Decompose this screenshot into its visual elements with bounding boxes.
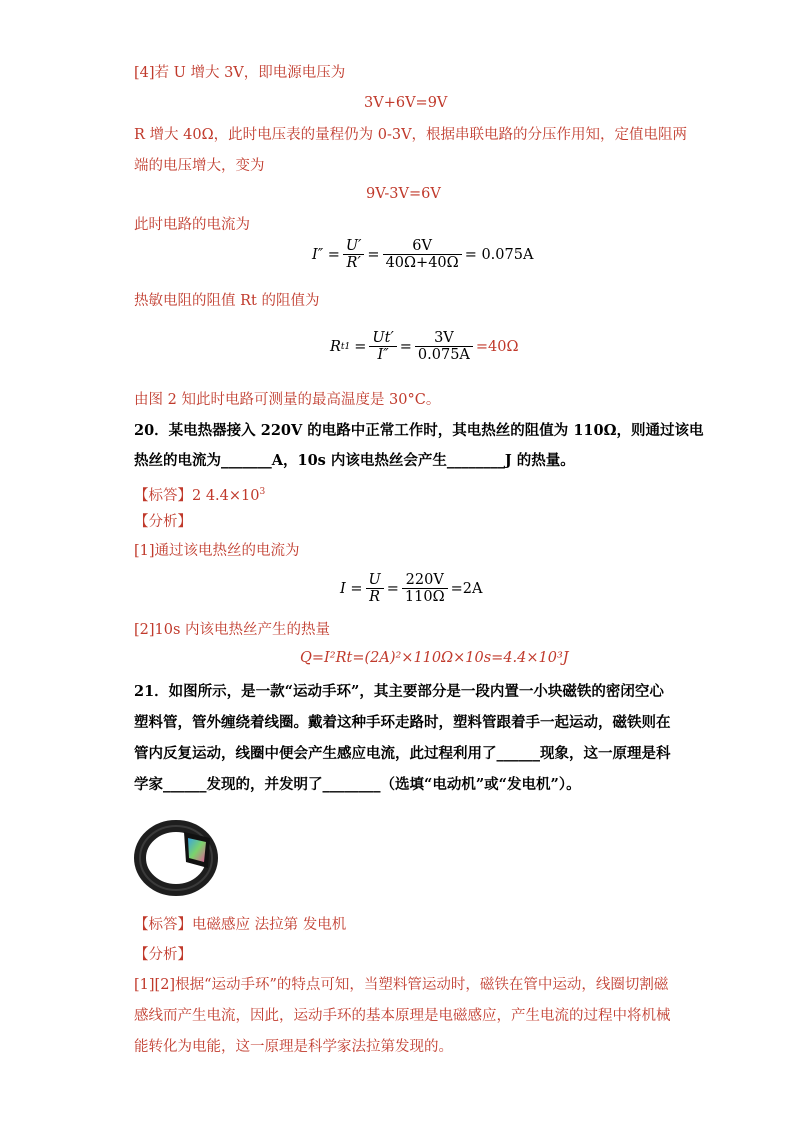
eq-thermistor-fraction-2: $\frac{3V}{0.075A}$: [415, 330, 473, 363]
answer-20-exponent: 3: [259, 487, 266, 497]
analysis-21-line-3: 能转化为电能，这一原理是科学家法拉第发现的。: [134, 1039, 453, 1055]
analysis-21-line-2: 感线而产生电流，因此，运动手环的基本原理是电磁感应，产生电流的过程中将机械: [134, 1008, 671, 1024]
equation-voltage-diff: 9V-3V=6V: [366, 186, 441, 202]
answer-21-value: 电磁感应 法拉第 发电机: [192, 917, 347, 933]
equation-heat: Q=I²Rt=(2A)²×110Ω×10s=4.4×10³J: [300, 650, 569, 666]
eq-current-fraction-1: $\frac{U'}{R'}$: [343, 238, 365, 271]
question-21-line-4: 学家______发现的，并发明了________（选填“电动机”或“发电机”）。: [134, 776, 581, 793]
eq-current-result: = 0.075A: [464, 246, 534, 263]
equation-voltage-sum: 3V+6V=9V: [364, 95, 448, 111]
question-21-line-2: 塑料管，管外缠绕着线圈。戴着这种手环走路时，塑料管跟着手一起运动，磁铁则在: [134, 714, 671, 731]
answer-20: [134, 483, 265, 505]
answer-21: [134, 916, 346, 934]
eq-thermistor-result: =40Ω: [475, 338, 519, 355]
question-21-line-1: 21．如图所示，是一款“运动手环”，其主要部分是一段内置一小块磁铁的密闭空心: [134, 683, 664, 700]
question-20-line-2: 热丝的电流为_______A，10s 内该电热丝会产生________J 的热量。: [134, 452, 575, 469]
line-heat-intro: [2]10s 内该电热丝产生的热量: [134, 622, 331, 638]
equation-ohm: [340, 572, 482, 605]
line-voltage-change: 端的电压增大，变为: [134, 158, 265, 174]
answer-21-label: 【标答】: [134, 917, 192, 933]
eq-ohm-fraction-1: $\frac{U}{R}$: [366, 572, 384, 605]
answer-20-label: 【标答】: [134, 487, 192, 504]
eq-current-lhs: I″ =: [312, 246, 340, 263]
eq-thermistor-lhs-sub: t1: [340, 341, 351, 352]
analysis-20-label: 【分析】: [134, 514, 192, 530]
equation-current: [312, 238, 533, 271]
eq-ohm-lhs: I =: [340, 580, 363, 597]
line-r-increase: R 增大 40Ω，此时电压表的量程仍为 0-3V，根据串联电路的分压作用知，定值电阻两: [134, 127, 688, 143]
equation-thermistor: [330, 330, 519, 363]
line-thermistor-intro: 热敏电阻的阻值 Rt 的阻值为: [134, 293, 320, 309]
line-max-temp: 由图 2 知此时电路可测量的最高温度是 30°C。: [134, 392, 441, 408]
line-current-intro: 此时电路的电流为: [134, 217, 250, 233]
answer-20-value: 2 4.4×10: [192, 487, 260, 504]
question-20-line-1: 20．某电热器接入 220V 的电路中正常工作时，其电热丝的阻值为 110Ω，则通过该电: [134, 422, 704, 439]
eq-current-fraction-2: $\frac{6V}{40\Omega+40\Omega}$: [383, 238, 462, 271]
eq-ohm-result: =2A: [450, 580, 483, 597]
eq-thermistor-equals-1: =: [354, 338, 367, 355]
eq-thermistor-equals-2: =: [399, 338, 412, 355]
eq-ohm-fraction-2: $\frac{220V}{110\Omega}$: [402, 572, 448, 605]
analysis-21-line-1: [1][2]根据“运动手环”的特点可知，当塑料管运动时，磁铁在管中运动，线圈切割磁: [134, 977, 669, 993]
question-21-line-3: 管内反复运动，线圈中便会产生感应电流，此过程利用了______现象，这一原理是科: [134, 745, 671, 762]
eq-ohm-equals: =: [386, 580, 399, 597]
analysis-21-label: 【分析】: [134, 947, 192, 963]
line-u-increase: [4]若 U 增大 3V，即电源电压为: [134, 65, 346, 81]
eq-thermistor-fraction-1: $\frac{Ut'}{I''}$: [369, 330, 396, 363]
eq-thermistor-lhs: R: [330, 338, 341, 355]
eq-current-equals: =: [367, 246, 380, 263]
fitness-band-image: [134, 810, 224, 900]
line-current-calc-intro: [1]通过该电热丝的电流为: [134, 543, 300, 559]
